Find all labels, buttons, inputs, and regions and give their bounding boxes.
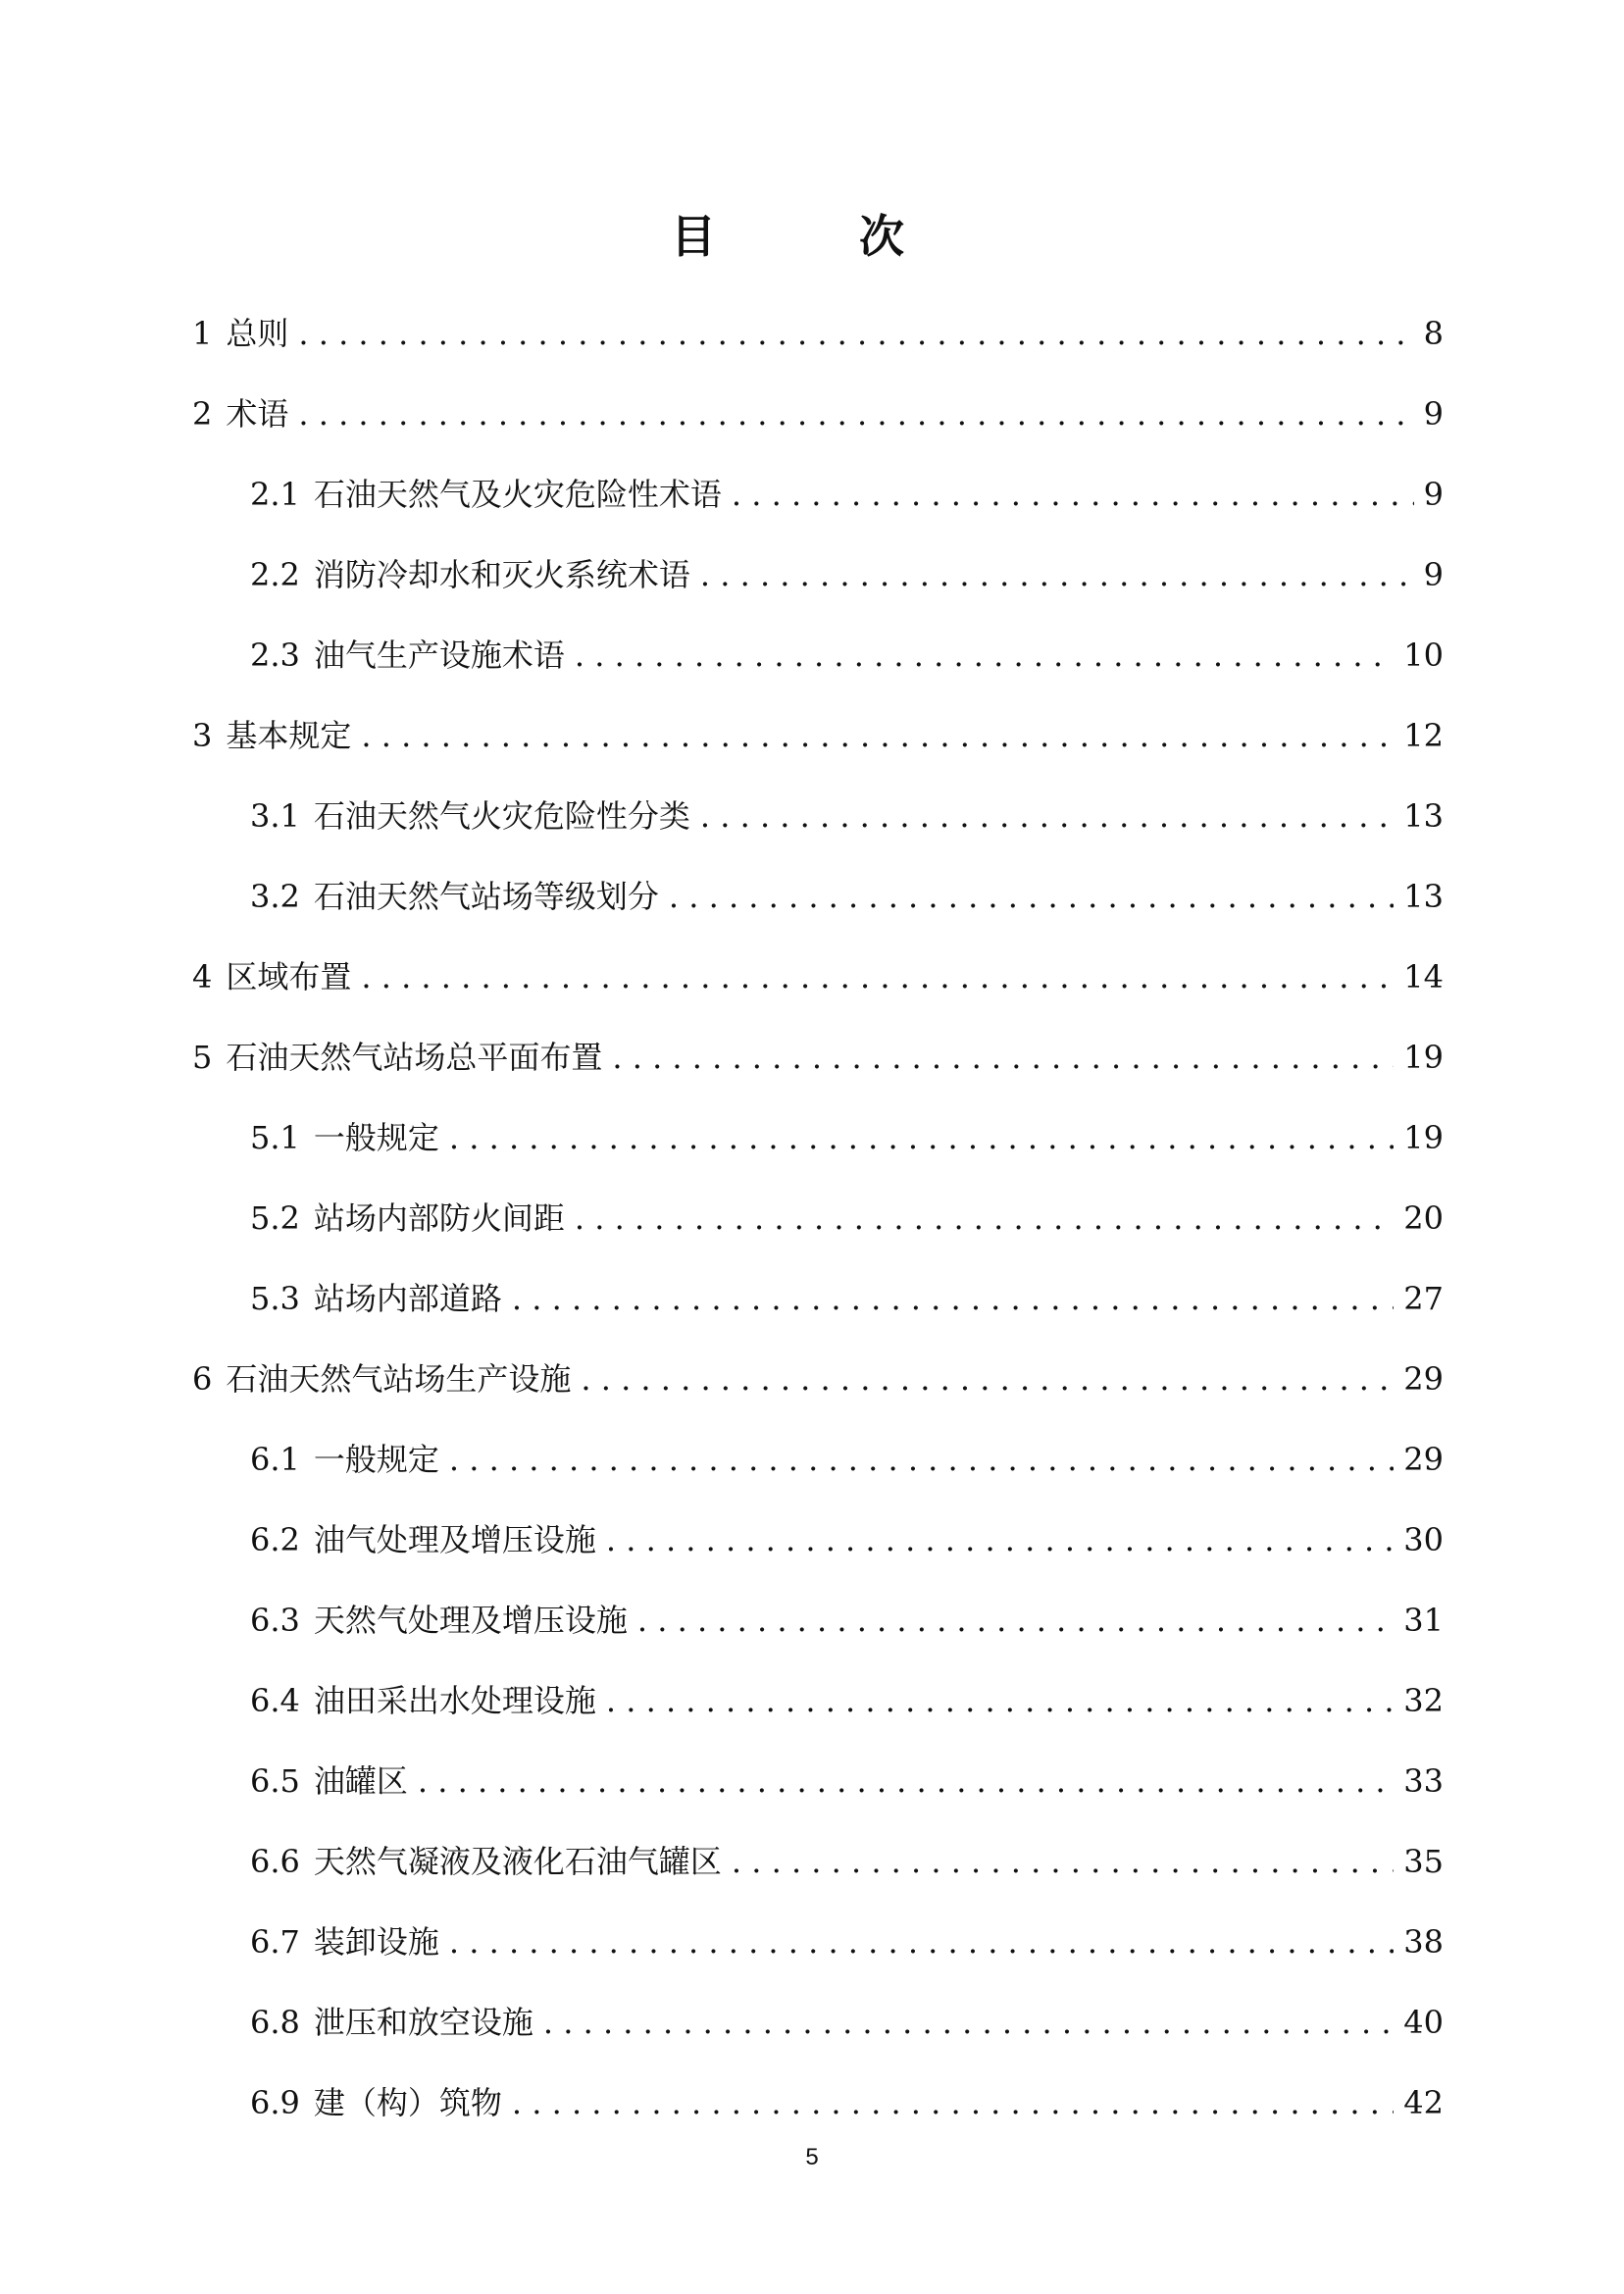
toc-entry-page: 13 <box>1403 878 1444 915</box>
toc-entry-page: 12 <box>1403 717 1444 754</box>
toc-entry-title: 泄压和放空设施 <box>313 2004 533 2041</box>
toc-entry-number: 4 <box>192 958 213 995</box>
toc-entry-title: 油气处理及增压设施 <box>313 1521 596 1558</box>
toc-entry-number: 6.1 <box>250 1441 300 1478</box>
toc-entry-number: 6.7 <box>250 1923 300 1961</box>
toc-entry-title: 石油天然气及火灾危险性术语 <box>313 476 722 513</box>
toc-dot-leader <box>700 543 1414 606</box>
toc-entry-title: 一般规定 <box>313 1441 439 1478</box>
toc-dot-leader <box>512 2071 1394 2134</box>
toc-entry-page: 29 <box>1403 1441 1444 1478</box>
toc-entry-number: 6.6 <box>250 1843 300 1880</box>
toc-entry-title: 油罐区 <box>313 1762 408 1800</box>
toc-entry-number: 6.2 <box>250 1521 300 1558</box>
toc-entry-number: 3 <box>192 717 213 754</box>
toc-entry-page: 9 <box>1423 395 1444 433</box>
toc-dot-leader <box>575 624 1394 687</box>
toc-entry-page: 40 <box>1403 2004 1444 2041</box>
toc-dot-leader <box>449 1428 1394 1491</box>
toc-entry-number: 6.4 <box>250 1682 300 1719</box>
toc-entry-page: 31 <box>1403 1602 1444 1639</box>
toc-entry-title: 装卸设施 <box>313 1923 439 1961</box>
toc-entry[interactable] <box>192 785 1444 865</box>
toc-entry-title: 油气生产设施术语 <box>313 637 565 674</box>
toc-dot-leader <box>612 1026 1394 1089</box>
toc-entry-title: 石油天然气站场总平面布置 <box>226 1039 603 1076</box>
toc-entry-number: 3.2 <box>250 878 300 915</box>
toc-entry-title: 石油天然气站场生产设施 <box>226 1360 572 1398</box>
toc-entry-title: 基本规定 <box>226 717 352 754</box>
toc-entry[interactable] <box>192 1669 1444 1750</box>
toc-entry[interactable] <box>192 302 1444 382</box>
toc-entry-title: 术语 <box>226 395 289 433</box>
toc-entry-page: 33 <box>1403 1762 1444 1800</box>
toc-entry-number: 5.2 <box>250 1199 300 1237</box>
toc-entry[interactable] <box>192 1106 1444 1187</box>
table-of-contents <box>192 302 1444 2152</box>
toc-entry-title: 区域布置 <box>226 958 352 995</box>
toc-entry[interactable] <box>192 382 1444 463</box>
toc-entry[interactable] <box>192 704 1444 785</box>
page-number: 5 <box>805 2144 819 2170</box>
toc-dot-leader <box>418 1750 1394 1812</box>
toc-dot-leader <box>732 463 1414 526</box>
toc-entry-title: 油田采出水处理设施 <box>313 1682 596 1719</box>
toc-entry-number: 2.3 <box>250 637 300 674</box>
toc-entry-number: 2.2 <box>250 556 300 593</box>
toc-entry-page: 35 <box>1403 1843 1444 1880</box>
toc-dot-leader <box>512 1267 1394 1330</box>
toc-entry[interactable] <box>192 1991 1444 2071</box>
toc-entry[interactable] <box>192 1187 1444 1267</box>
toc-entry[interactable] <box>192 1267 1444 1348</box>
toc-entry-number: 2.1 <box>250 476 300 513</box>
toc-entry[interactable] <box>192 2071 1444 2152</box>
toc-entry[interactable] <box>192 865 1444 945</box>
toc-entry[interactable] <box>192 1428 1444 1508</box>
toc-dot-leader <box>449 1911 1394 1973</box>
toc-entry-title: 建（构）筑物 <box>313 2084 502 2121</box>
toc-entry-number: 1 <box>192 315 213 352</box>
toc-entry-number: 6.8 <box>250 2004 300 2041</box>
toc-entry-title: 站场内部道路 <box>313 1280 502 1317</box>
toc-dot-leader <box>637 1589 1394 1652</box>
toc-dot-leader <box>606 1669 1394 1732</box>
toc-entry-title: 石油天然气火灾危险性分类 <box>313 797 690 835</box>
toc-dot-leader <box>700 785 1394 847</box>
toc-dot-leader <box>575 1187 1394 1249</box>
toc-entry[interactable] <box>192 945 1444 1026</box>
toc-dot-leader <box>606 1508 1394 1571</box>
page-title: 目 次 <box>671 210 953 263</box>
toc-entry-page: 27 <box>1403 1280 1444 1317</box>
toc-entry[interactable] <box>192 543 1444 624</box>
toc-entry-page: 38 <box>1403 1923 1444 1961</box>
toc-entry-number: 6.5 <box>250 1762 300 1800</box>
toc-entry-number: 6.9 <box>250 2084 300 2121</box>
toc-entry-page: 19 <box>1403 1039 1444 1076</box>
toc-entry-page: 9 <box>1423 556 1444 593</box>
toc-dot-leader <box>298 302 1413 365</box>
toc-entry-page: 30 <box>1403 1521 1444 1558</box>
toc-entry[interactable] <box>192 1750 1444 1830</box>
toc-entry-number: 5.3 <box>250 1280 300 1317</box>
toc-entry[interactable] <box>192 1348 1444 1428</box>
toc-entry-page: 20 <box>1403 1199 1444 1237</box>
toc-entry-page: 9 <box>1423 476 1444 513</box>
toc-entry-page: 10 <box>1403 637 1444 674</box>
toc-entry-number: 2 <box>192 395 213 433</box>
toc-entry-page: 13 <box>1403 797 1444 835</box>
toc-entry-title: 一般规定 <box>313 1119 439 1156</box>
toc-entry-title: 消防冷却水和灭火系统术语 <box>313 556 690 593</box>
toc-entry[interactable] <box>192 1508 1444 1589</box>
toc-entry[interactable] <box>192 624 1444 704</box>
toc-entry-page: 32 <box>1403 1682 1444 1719</box>
toc-dot-leader <box>298 382 1413 445</box>
toc-entry-title: 站场内部防火间距 <box>313 1199 565 1237</box>
toc-entry-number: 5 <box>192 1039 213 1076</box>
toc-entry-page: 19 <box>1403 1119 1444 1156</box>
toc-entry-title: 总则 <box>226 315 289 352</box>
toc-entry[interactable] <box>192 1589 1444 1669</box>
toc-entry-title: 天然气凝液及液化石油气罐区 <box>313 1843 722 1880</box>
toc-entry-page: 8 <box>1423 315 1444 352</box>
toc-entry[interactable] <box>192 1830 1444 1911</box>
toc-entry-title: 天然气处理及增压设施 <box>313 1602 628 1639</box>
toc-entry[interactable] <box>192 1026 1444 1106</box>
toc-entry[interactable] <box>192 1911 1444 1991</box>
toc-dot-leader <box>732 1830 1394 1893</box>
toc-dot-leader <box>361 704 1394 767</box>
toc-dot-leader <box>581 1348 1394 1410</box>
toc-entry-page: 14 <box>1403 958 1444 995</box>
toc-entry-number: 3.1 <box>250 797 300 835</box>
toc-dot-leader <box>669 865 1394 928</box>
toc-entry[interactable] <box>192 463 1444 543</box>
toc-dot-leader <box>543 1991 1394 2054</box>
toc-dot-leader <box>449 1106 1394 1169</box>
toc-dot-leader <box>361 945 1394 1008</box>
toc-entry-page: 42 <box>1403 2084 1444 2121</box>
toc-entry-number: 6 <box>192 1360 213 1398</box>
toc-entry-page: 29 <box>1403 1360 1444 1398</box>
toc-entry-number: 6.3 <box>250 1602 300 1639</box>
toc-entry-title: 石油天然气站场等级划分 <box>313 878 659 915</box>
toc-entry-number: 5.1 <box>250 1119 300 1156</box>
